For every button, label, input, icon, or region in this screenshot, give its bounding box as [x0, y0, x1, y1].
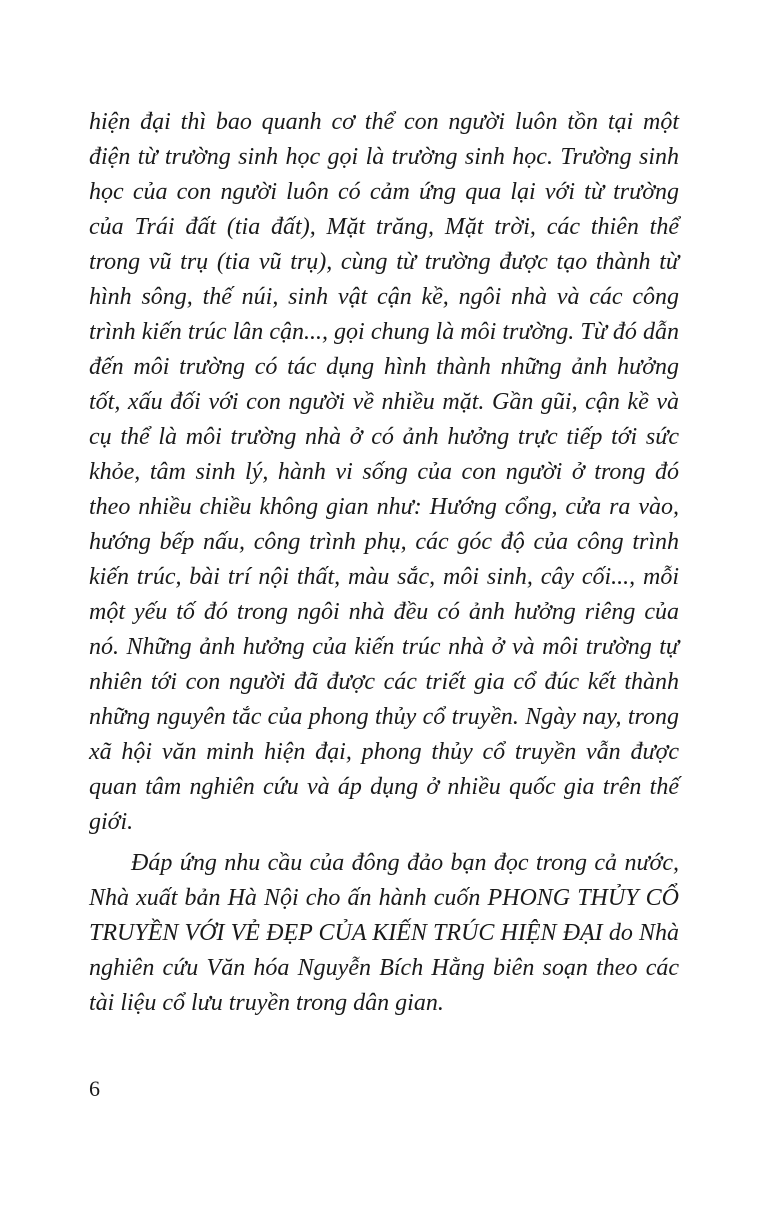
page-number: 6: [89, 1076, 100, 1101]
paragraph-publisher-note: Đáp ứng nhu cầu của đông đảo bạn đọc trong cả nước, Nhà xuất bản Hà Nội cho ấn hành cuốn PHONG THỦY CỔ TRUYỀN VỚI VẺ ĐẸP CỦA KIẾN TRÚC HIỆN ĐẠI do Nhà nghiên cứu Văn hóa Nguyễn Bích Hằng biên soạn theo các tài liệu cổ lưu truyền trong dân gian.: [89, 850, 679, 1016]
body-text: [89, 105, 679, 1021]
paragraph-continuation: hiện đại thì bao quanh cơ thể con người luôn tồn tại một điện từ trường sinh học gọi là trường sinh học. Trường sinh học của con người luôn có cảm ứng qua lại với từ trường của Trái đất (tia đất), Mặt trăng, Mặt trời, các thiên thể trong vũ trụ (tia vũ trụ), cùng từ trường được tạo thành từ hình sông, thế núi, sinh vật cận kề, ngôi nhà và các công trình kiến trúc lân cận..., gọi chung là môi trường. Từ đó dẫn đến môi trường có tác dụng hình thành những ảnh hưởng tốt, xấu đối với con người về nhiều mặt. Gần gũi, cận kề và cụ thể là môi trường nhà ở có ảnh hưởng trực tiếp tới sức khỏe, tâm sinh lý, hành vi sống của con người ở trong đó theo nhiều chiều không gian như: Hướng cổng, cửa ra vào, hướng bếp nấu, công trình phụ, các góc độ của công trình kiến trúc, bài trí nội thất, màu sắc, môi sinh, cây cối..., mỗi một yếu tố đó trong ngôi nhà đều có ảnh hưởng riêng của nó. Những ảnh hưởng của kiến trúc nhà ở và môi trường tự nhiên tới con người đã được các triết gia cổ đúc kết thành những nguyên tắc của phong thủy cổ truyền. Ngày nay, trong xã hội văn minh hiện đại, phong thủy cổ truyền vẫn được quan tâm nghiên cứu và áp dụng ở nhiều quốc gia trên thế giới.: [89, 109, 679, 835]
